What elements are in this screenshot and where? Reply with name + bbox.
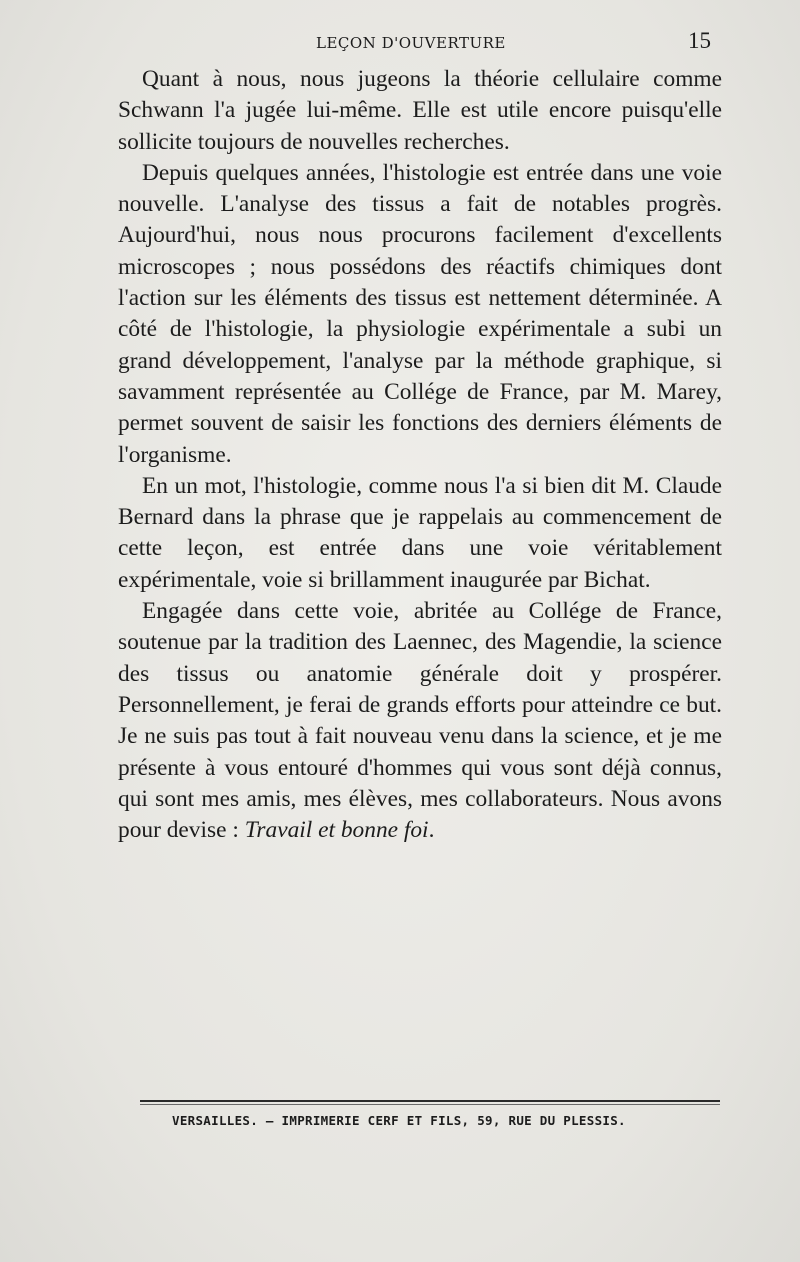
- printer-imprint: VERSAILLES. — IMPRIMERIE CERF ET FILS, 59, RUE DU PLESSIS.: [172, 1113, 626, 1128]
- footer-rule-thin: [140, 1104, 720, 1105]
- paragraph-4-text: Engagée dans cette voie, abritée au Collége de France, soutenue par la tradition des Laennec, des Magendie, la science des tissus ou anatomie générale doit y prospérer. Personnellement, je ferai de grands efforts pour atteindre ce but. Je ne suis pas tout à fait nouveau venu dans la science, et je me présente à vous entouré d'hommes qui vous sont déjà connus, qui sont mes amis, mes élèves, mes collaborateurs. Nous avons pour devise :: [118, 598, 722, 844]
- paragraph-1: Quant à nous, nous jugeons la théorie cellulaire comme Schwann l'a jugée lui-même. Elle est utile encore puisqu'elle sollicite toujours de nouvelles recherches.: [118, 66, 722, 155]
- body-text: [118, 64, 722, 846]
- paragraph-3: En un mot, l'histologie, comme nous l'a si bien dit M. Claude Bernard dans la phrase que je rappelais au commencement de cette leçon, est entrée dans une voie véritablement expérimentale, voie si brillamment inaugurée par Bichat.: [118, 472, 722, 593]
- motto: Travail et bonne foi: [244, 817, 429, 844]
- footer-rule: [140, 1100, 720, 1102]
- paragraph-4-end: .: [428, 817, 435, 844]
- page-number: 15: [688, 28, 711, 53]
- paragraph-4: [118, 596, 722, 846]
- paragraph-2: Depuis quelques années, l'histologie est entrée dans une voie nouvelle. L'analyse des tissus a fait de notables progrès. Aujourd'hui, nous nous procurons facilement d'excellents microscopes ; nous possédons des réactifs chimiques dont l'action sur les éléments des tissus est nettement déterminée. A côté de l'histologie, la physiologie expérimentale a subi un grand développement, l'analyse par la méthode graphique, si savamment représentée au Collége de France, par M. Marey, permet souvent de saisir les fonctions des derniers éléments de l'organisme.: [118, 159, 722, 468]
- running-title: LEÇON D'OUVERTURE: [316, 34, 506, 52]
